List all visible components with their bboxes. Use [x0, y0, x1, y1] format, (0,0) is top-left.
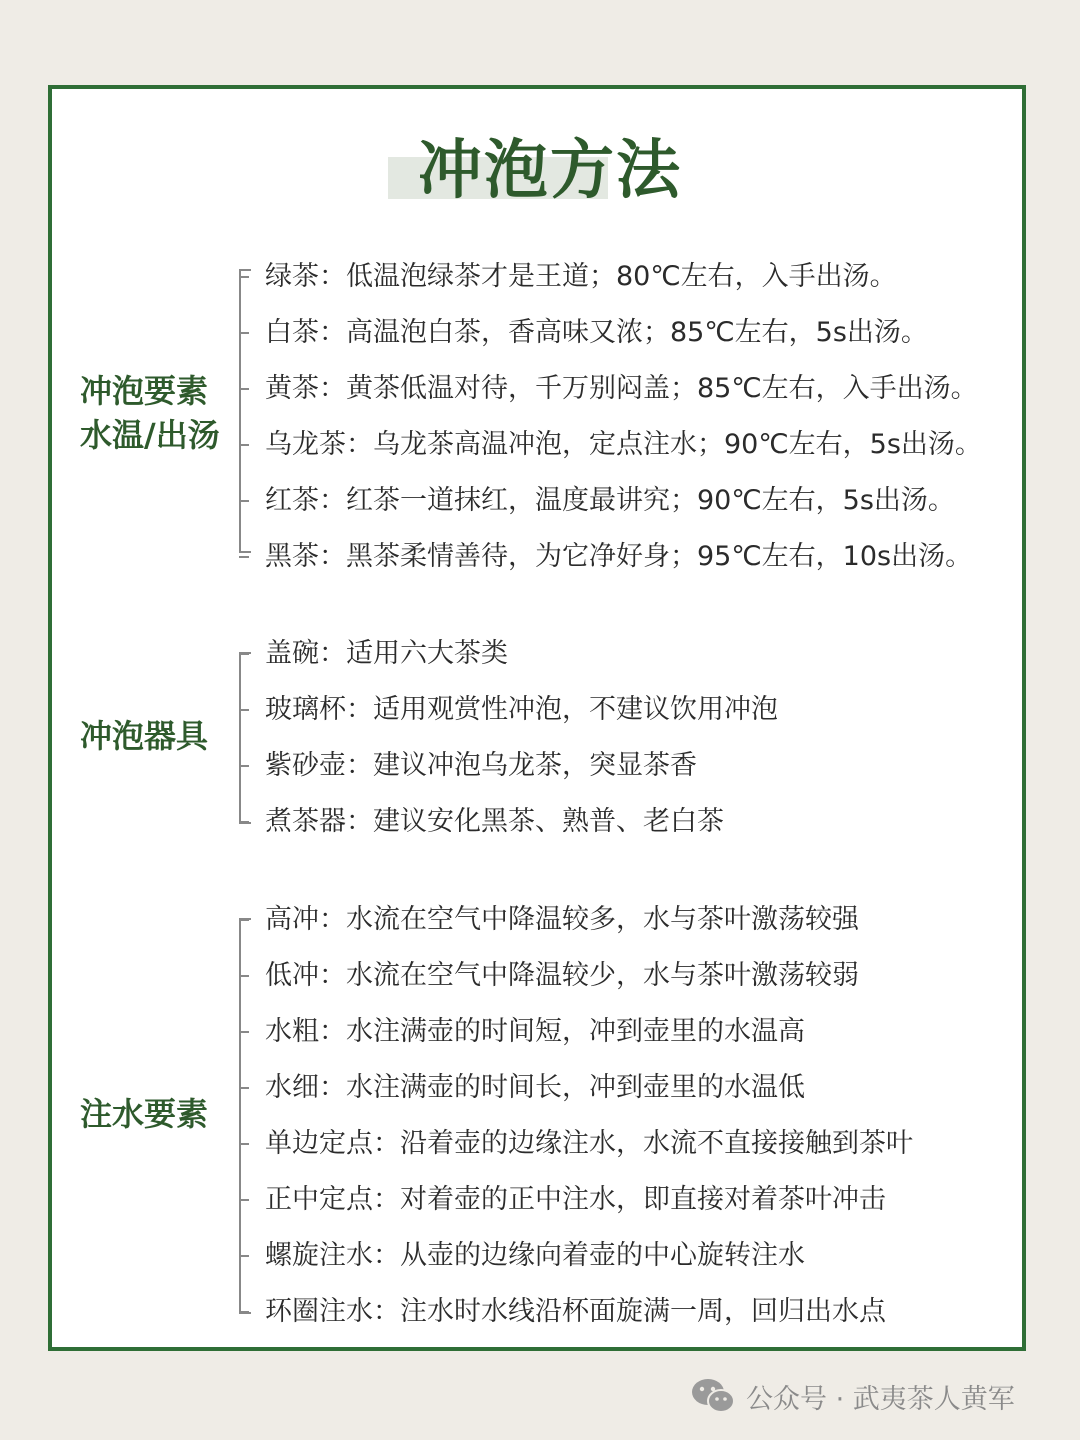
list-item: 螺旋注水：从壶的边缘向着壶的中心旋转注水 [239, 1228, 913, 1284]
list-item: 煮茶器：建议安化黑茶、熟普、老白茶 [239, 794, 778, 850]
section-label [80, 714, 240, 758]
list-item: 绿茶：低温泡绿茶才是王道；80℃左右，入手出汤。 [239, 249, 982, 305]
list-item: 乌龙茶：乌龙茶高温冲泡，定点注水；90℃左右，5s出汤。 [239, 417, 982, 473]
section-label [80, 1092, 240, 1136]
list-item: 红茶：红茶一道抹红，温度最讲究；90℃左右，5s出汤。 [239, 473, 982, 529]
list-item: 环圈注水：注水时水线沿杯面旋满一周，回归出水点 [239, 1284, 913, 1340]
item-list [239, 626, 778, 850]
list-item: 白茶：高温泡白茶，香高味又浓；85℃左右，5s出汤。 [239, 305, 982, 361]
item-list [239, 892, 913, 1340]
item-list [239, 249, 982, 585]
content-card [48, 85, 1026, 1351]
list-item: 玻璃杯：适用观赏性冲泡，不建议饮用冲泡 [239, 682, 778, 738]
section-label-line: 冲泡要素 [80, 372, 209, 410]
watermark [690, 1372, 1015, 1420]
list-item: 紫砂壶：建议冲泡乌龙茶，突显茶香 [239, 738, 778, 794]
section-label-line: 冲泡器具 [80, 717, 209, 755]
list-item: 黑茶：黑茶柔情善待，为它净好身；95℃左右，10s出汤。 [239, 529, 982, 585]
list-item: 单边定点：沿着壶的边缘注水，水流不直接接触到茶叶 [239, 1116, 913, 1172]
list-item: 正中定点：对着壶的正中注水，即直接对着茶叶冲击 [239, 1172, 913, 1228]
list-item: 高冲：水流在空气中降温较多，水与茶叶激荡较强 [239, 892, 913, 948]
wechat-icon [690, 1376, 736, 1416]
list-item: 盖碗：适用六大茶类 [239, 626, 778, 682]
list-item: 黄茶：黄茶低温对待，千万别闷盖；85℃左右，入手出汤。 [239, 361, 982, 417]
section-label-line: 水温/出汤 [80, 416, 220, 454]
list-item: 低冲：水流在空气中降温较少，水与茶叶激荡较弱 [239, 948, 913, 1004]
list-item: 水细：水注满壶的时间长，冲到壶里的水温低 [239, 1060, 913, 1116]
list-item: 水粗：水注满壶的时间短，冲到壶里的水温高 [239, 1004, 913, 1060]
title-block [388, 133, 688, 208]
section-label [80, 369, 240, 457]
page-title: 冲泡方法 [418, 133, 682, 208]
section-label-line: 注水要素 [80, 1095, 209, 1133]
watermark-text: 公众号 · 武夷茶人黄军 [746, 1383, 1015, 1415]
